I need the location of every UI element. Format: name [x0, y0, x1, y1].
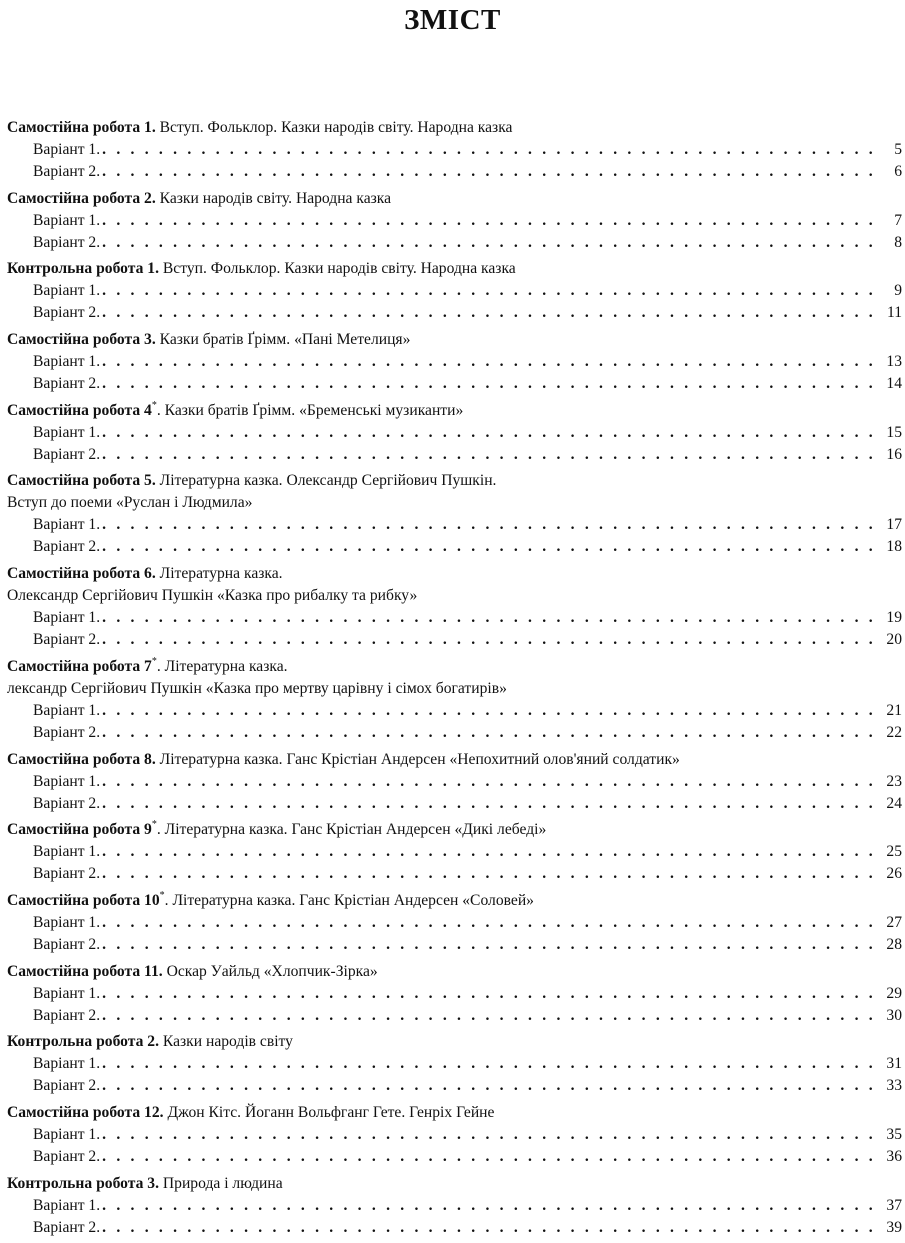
toc-entry[interactable] — [7, 514, 905, 536]
toc-entry[interactable] — [7, 629, 905, 651]
page-number: 28 — [886, 935, 902, 953]
section-heading — [7, 400, 905, 422]
toc-entry[interactable] — [7, 1124, 905, 1146]
page-number: 27 — [886, 913, 902, 931]
section-title: Казки народів світу — [159, 1033, 293, 1051]
variant-label: Варіант 2. — [33, 375, 101, 393]
toc-section — [7, 1031, 905, 1097]
toc-entry[interactable] — [7, 280, 905, 302]
toc-entry[interactable] — [7, 607, 905, 629]
section-kind: Самостійна робота 10 — [7, 891, 160, 909]
section-title: Вступ. Фольклор. Казки народів світу. Народна казка — [159, 260, 516, 278]
dot-leader — [102, 912, 882, 934]
dot-leader — [102, 373, 882, 395]
section-title-continued: Вступ до поеми «Руслан і Людмила» — [7, 494, 253, 512]
dot-leader — [102, 422, 882, 444]
toc-section — [7, 329, 905, 395]
toc-entry[interactable] — [7, 700, 905, 722]
toc-section — [7, 819, 905, 885]
page-number: 29 — [886, 984, 902, 1002]
section-title: Літературна казка. Ганс Крістіан Андерсен «Непохитний олов'яний солдатик» — [155, 750, 680, 768]
section-heading — [7, 258, 905, 280]
page-number: 24 — [886, 794, 902, 812]
toc-section — [7, 749, 905, 815]
dot-leader — [102, 793, 882, 815]
page-number: 20 — [886, 631, 902, 649]
page-number: 26 — [886, 865, 902, 883]
toc-section — [7, 117, 905, 183]
dot-leader — [102, 514, 882, 536]
section-kind: Самостійна робота 5. — [7, 472, 156, 490]
toc-entry[interactable] — [7, 232, 905, 254]
section-kind: Контрольна робота 3. — [7, 1174, 159, 1192]
variant-label: Варіант 2. — [33, 538, 101, 556]
section-heading — [7, 117, 905, 139]
page-number: 14 — [886, 375, 902, 393]
section-kind: Контрольна робота 2. — [7, 1033, 159, 1051]
section-kind: Самостійна робота 12. — [7, 1103, 164, 1121]
dot-leader — [102, 210, 882, 232]
toc-entry[interactable] — [7, 1217, 905, 1239]
toc-section — [7, 890, 905, 956]
variant-label: Варіант 2. — [33, 935, 101, 953]
toc-entry[interactable] — [7, 444, 905, 466]
variant-label: Варіант 1. — [33, 913, 101, 931]
page-number: 39 — [886, 1218, 902, 1236]
toc-entry[interactable] — [7, 934, 905, 956]
section-kind: Самостійна робота 8. — [7, 750, 156, 768]
toc-entry[interactable] — [7, 912, 905, 934]
dot-leader — [102, 771, 882, 793]
toc-section — [7, 400, 905, 466]
dot-leader — [102, 629, 882, 651]
section-heading — [7, 563, 905, 585]
toc-section — [7, 563, 905, 651]
variant-label: Варіант 1. — [33, 211, 101, 229]
page-number: 23 — [886, 772, 902, 790]
dot-leader — [102, 1195, 882, 1217]
dot-leader — [102, 1217, 882, 1239]
section-title: Джон Кітс. Йоганн Вольфганг Гете. Генріх Гейне — [163, 1103, 495, 1121]
dot-leader — [102, 302, 882, 324]
toc-entry[interactable] — [7, 722, 905, 744]
toc-section — [7, 656, 905, 744]
dot-leader — [102, 607, 882, 629]
section-title: Казки народів світу. Народна казка — [155, 189, 392, 207]
variant-label: Варіант 1. — [33, 1055, 101, 1073]
toc-entry[interactable] — [7, 1195, 905, 1217]
variant-label: Варіант 2. — [33, 304, 101, 322]
section-heading — [7, 749, 905, 771]
variant-label: Варіант 1. — [33, 353, 101, 371]
asterisk-mark: * — [151, 399, 157, 411]
section-kind: Контрольна робота 1. — [7, 260, 159, 278]
dot-leader — [102, 139, 882, 161]
dot-leader — [102, 983, 882, 1005]
variant-label: Варіант 2. — [33, 865, 101, 883]
section-title-continued: Олександр Сергійович Пушкін «Казка про рибалку та рибку» — [7, 587, 418, 605]
section-heading — [7, 188, 905, 210]
variant-label: Варіант 2. — [33, 794, 101, 812]
page-title: ЗМІСТ — [404, 4, 501, 36]
dot-leader — [102, 1124, 882, 1146]
dot-leader — [102, 700, 882, 722]
toc-entry[interactable] — [7, 161, 905, 183]
toc-entry[interactable] — [7, 422, 905, 444]
variant-label: Варіант 2. — [33, 233, 101, 251]
section-kind: Самостійна робота 7 — [7, 657, 152, 675]
section-title: Літературна казка. Олександр Сергійович Пушкін. — [155, 472, 497, 490]
variant-label: Варіант 1. — [33, 516, 101, 534]
page-number: 5 — [894, 141, 902, 158]
variant-label: Варіант 1. — [33, 1196, 101, 1214]
section-title: Природа і людина — [159, 1174, 283, 1192]
section-heading — [7, 470, 905, 492]
toc-entry[interactable] — [7, 1075, 905, 1097]
page-number: 22 — [886, 723, 902, 741]
section-title: . Літературна казка. Ганс Крістіан Андерсен «Соловей» — [164, 891, 534, 909]
page-number: 21 — [886, 701, 902, 719]
toc-entry[interactable] — [7, 139, 905, 161]
dot-leader — [102, 934, 882, 956]
page-number: 18 — [886, 538, 902, 556]
dot-leader — [102, 232, 882, 254]
asterisk-mark: * — [151, 655, 157, 667]
variant-label: Варіант 1. — [33, 1125, 101, 1143]
toc-section — [7, 188, 905, 254]
section-heading — [7, 1102, 905, 1124]
page-number: 7 — [894, 211, 902, 229]
variant-label: Варіант 1. — [33, 984, 101, 1002]
toc-entry[interactable] — [7, 1146, 905, 1168]
dot-leader — [102, 1146, 882, 1168]
section-title: . Казки братів Ґрімм. «Бременські музиканти» — [156, 401, 464, 419]
variant-label: Варіант 1. — [33, 701, 101, 719]
section-heading — [7, 1031, 905, 1053]
table-of-contents — [7, 117, 905, 1243]
section-kind: Самостійна робота 3. — [7, 331, 156, 349]
section-title: Казки братів Ґрімм. «Пані Метелиця» — [155, 331, 411, 349]
section-kind: Самостійна робота 1. — [7, 119, 156, 136]
page-number: 9 — [894, 282, 902, 300]
toc-section — [7, 1102, 905, 1168]
page-number: 6 — [894, 163, 902, 180]
toc-section — [7, 1173, 905, 1239]
section-heading — [7, 890, 905, 912]
section-title: Літературна казка. — [155, 565, 283, 583]
variant-label: Варіант 2. — [33, 631, 101, 649]
dot-leader — [102, 280, 882, 302]
dot-leader — [102, 841, 882, 863]
toc-section — [7, 961, 905, 1027]
dot-leader — [102, 863, 882, 885]
section-kind: Самостійна робота 4 — [7, 401, 152, 419]
variant-label: Варіант 2. — [33, 1147, 101, 1165]
variant-label: Варіант 1. — [33, 843, 101, 861]
section-heading — [7, 819, 905, 841]
section-kind: Самостійна робота 2. — [7, 189, 156, 207]
variant-label: Варіант 1. — [33, 282, 101, 300]
toc-entry[interactable] — [7, 536, 905, 558]
variant-label: Варіант 2. — [33, 723, 101, 741]
section-kind: Самостійна робота 11. — [7, 962, 163, 980]
section-heading — [7, 1173, 905, 1195]
section-title: Вступ. Фольклор. Казки народів світу. Народна казка — [155, 119, 513, 136]
page-number: 25 — [886, 843, 902, 861]
dot-leader — [102, 1075, 882, 1097]
toc-section — [7, 258, 905, 324]
asterisk-mark: * — [159, 889, 165, 901]
page-number: 36 — [886, 1147, 902, 1165]
section-kind: Самостійна робота 9 — [7, 821, 152, 839]
dot-leader — [102, 444, 882, 466]
section-heading — [7, 329, 905, 351]
toc-entry[interactable] — [7, 373, 905, 395]
dot-leader — [102, 161, 882, 183]
page-number: 13 — [886, 353, 902, 371]
toc-entry[interactable] — [7, 793, 905, 815]
variant-label: Варіант 1. — [33, 141, 101, 158]
dot-leader — [102, 1005, 882, 1027]
dot-leader — [102, 722, 882, 744]
section-title: Оскар Уайльд «Хлопчик-Зірка» — [162, 962, 378, 980]
page-number: 37 — [886, 1196, 902, 1214]
toc-entry[interactable] — [7, 1053, 905, 1075]
page-number: 11 — [886, 304, 902, 322]
page-number: 8 — [894, 233, 902, 251]
dot-leader — [102, 1053, 882, 1075]
page-number: 16 — [886, 445, 902, 463]
toc-entry[interactable] — [7, 841, 905, 863]
page-number: 15 — [886, 423, 902, 441]
toc-section — [7, 470, 905, 558]
dot-leader — [102, 351, 882, 373]
asterisk-mark: * — [151, 819, 157, 831]
variant-label: Варіант 2. — [33, 163, 101, 180]
section-heading — [7, 961, 905, 983]
variant-label: Варіант 2. — [33, 1006, 101, 1024]
page-number: 19 — [886, 609, 902, 627]
variant-label: Варіант 2. — [33, 1218, 101, 1236]
variant-label: Варіант 1. — [33, 772, 101, 790]
section-title-continued: лександр Сергійович Пушкін «Казка про мертву царівну і сімох богатирів» — [7, 679, 507, 697]
toc-entry[interactable] — [7, 351, 905, 373]
section-title: . Літературна казка. — [156, 657, 288, 675]
page-number: 30 — [886, 1006, 902, 1024]
toc-entry[interactable] — [7, 210, 905, 232]
variant-label: Варіант 2. — [33, 445, 101, 463]
section-kind: Самостійна робота 6. — [7, 565, 156, 583]
dot-leader — [102, 536, 882, 558]
page-number: 33 — [886, 1077, 902, 1095]
section-heading — [7, 656, 905, 678]
toc-entry[interactable] — [7, 863, 905, 885]
toc-entry[interactable] — [7, 771, 905, 793]
variant-label: Варіант 1. — [33, 609, 101, 627]
variant-label: Варіант 2. — [33, 1077, 101, 1095]
toc-entry[interactable] — [7, 983, 905, 1005]
toc-entry[interactable] — [7, 1005, 905, 1027]
variant-label: Варіант 1. — [33, 423, 101, 441]
page-number: 35 — [886, 1125, 902, 1143]
toc-entry[interactable] — [7, 302, 905, 324]
section-title: . Літературна казка. Ганс Крістіан Андерсен «Дикі лебеді» — [156, 821, 547, 839]
page-number: 31 — [886, 1055, 902, 1073]
page-number: 17 — [886, 516, 902, 534]
